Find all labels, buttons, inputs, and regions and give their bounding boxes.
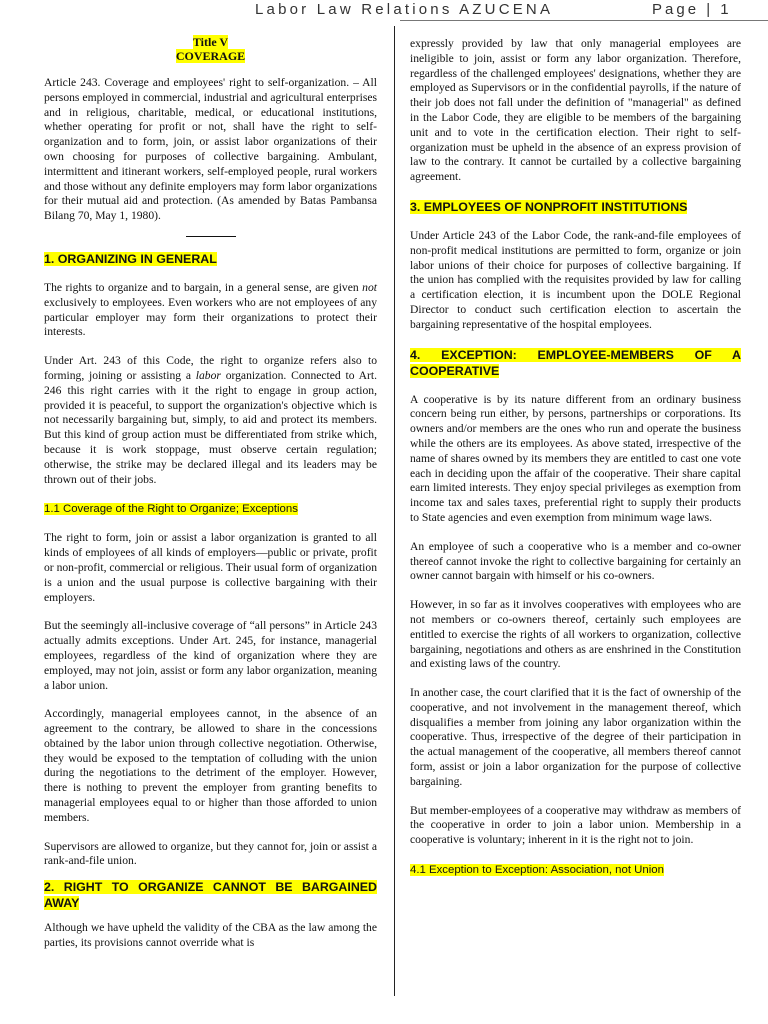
coverage-title: COVERAGE — [175, 49, 246, 63]
heading-organizing-in-general: 1. ORGANIZING IN GENERAL — [44, 251, 217, 266]
page-header — [0, 0, 768, 22]
left-column — [44, 36, 377, 951]
page-number: Page | 1 — [652, 1, 732, 18]
section-divider — [186, 236, 236, 237]
paragraph-cooperative-member: An employee of such a cooperative who is a member and co-owner thereof cannot invoke the right to collective bargaining for certainly an owner cannot bargain with himself or his co-owners. — [410, 539, 741, 583]
document-header-title: Labor Law Relations AZUCENA — [255, 1, 554, 18]
paragraph-managerial-ineligible: expressly provided by law that only managerial employees are ineligible to join, assist or form any labor organization. Therefore, regardless of the challenged employees' designations, whether they are employed as Supervisors or in the confidential payrolls, if the nature of their job does not fall under the definition of "managerial" as defined in the Labor Code, they are eligible to be members of the bargaining unit and to vote in the certification election. Their right to self-organization must be upheld in the absence of an express provision of law to the contrary. It cannot be curtailed by a collective bargaining agreement. — [410, 37, 741, 184]
paragraph-nonprofit-medical: Under Article 243 of the Labor Code, the rank-and-file employees of non-profit medical institutions are permitted to form, organize or join labor unions of their choice for purposes of collective bargaining. If the union has complied with the requisites provided by law for calling a certification election, it is incumbent upon the DOLE Regional Director to conduct such certification election to ascertain the bargaining representative of the hospital employees. — [410, 228, 741, 331]
paragraph-cba-validity: Although we have upheld the validity of the CBA as the law among the parties, its provisions cannot override what is — [44, 921, 377, 950]
paragraph-art-243: Under Art. 243 of this Code, the right to organize refers also to forming, joining or assisting a labor organization. Connected to Art. 246 this right carries with it the right to engage in group action, provided it is peaceful, to support the organization's objective which is not necessarily bargaining but, simply, to aid and protect its members. But this kind of group action must be differentiated from strike which, because it is work stoppage, must observe certain regulation; otherwise, the strike may be declared illegal and its leaders may be thrown out of their jobs. — [44, 354, 377, 486]
paragraph-ownership-fact: In another case, the court clarified that it is the fact of ownership of the cooperative, and not involvement in the management thereof, which disqualifies a member from joining any labor organization within the cooperative. Thus, irrespective of the degree of their participation in the actual management of the cooperative, all members thereof cannot form, assist or join a labor organization for the purpose of collective bargaining. — [410, 686, 741, 788]
paragraph-all-persons: But the seemingly all-inclusive coverage of “all persons” in Article 243 actually admits exceptions. Under Art. 245, for instance, managerial employees, regardless of the kind of organization where they are employed, may not join, assist or form any labor organization, meaning a labor union. — [44, 619, 377, 692]
paragraph-non-member-employees: However, in so far as it involves cooperatives with employees who are not members or co-owners thereof, certainly such employees are entitled to exercise the rights of all workers to organization, collective bargaining, negotiations and others as are enshrined in the Constitution and existing laws of the country. — [410, 598, 741, 671]
paragraph-supervisors: Supervisors are allowed to organize, but they cannot for, join or assist a rank-and-file union. — [44, 839, 377, 868]
heading-cooperative-exception: 4. EXCEPTION: EMPLOYEE-MEMBERS OF A COOPERATIVE — [410, 347, 741, 378]
heading-nonprofit-institutions: 3. EMPLOYEES OF NONPROFIT INSTITUTIONS — [410, 199, 688, 214]
paragraph-managerial-employees: Accordingly, managerial employees cannot, in the absence of an agreement to the contrary, be allowed to share in the concessions obtained by the labor union through collective negotiation. Otherwise, they would be exposed to the temptation of colluding with the union during the negotiations to the detriment of the employer. However, there is nothing to prevent the employer from granting benefits to managerial employees equal to or higher than those afforded to union members. — [44, 707, 377, 824]
paragraph-right-to-form: The right to form, join or assist a labor organization is granted to all kinds of employees of all kinds of employers—public or private, profit or non-profit, commercial or religious. Their usual form of organization is a union and the usual purpose is collective bargaining with their employers. — [44, 531, 377, 604]
column-divider — [394, 26, 395, 996]
subheading-coverage-exceptions: 1.1 Coverage of the Right to Organize; Exceptions — [44, 503, 298, 516]
header-rule — [400, 20, 768, 21]
paragraph-cooperative-nature: A cooperative is by its nature different from an ordinary business concern being run either, by persons, partnerships or corporations. Its owners and/or members are the ones who run and operate the business while the others are its employees. As above stated, irrespective of the name of shares owned by its members they are entitled to cast one vote each in deciding upon the affair of the cooperative. Their share capital earn limited interests. They enjoy special privileges as exemption from income tax and sales taxes, preferential right to supply their products to State agencies and even exemption from minimum wage laws. — [410, 392, 741, 524]
subheading-exception-to-exception: 4.1 Exception to Exception: Association, not Union — [410, 864, 664, 877]
heading-cannot-be-bargained-away: 2. RIGHT TO ORGANIZE CANNOT BE BARGAINED AWAY — [44, 880, 377, 911]
paragraph-rights-to-organize: The rights to organize and to bargain, in a general sense, are given not exclusively to employees. Even workers who are not employees of any particular employer may form their organizations to protect their interests. — [44, 280, 377, 339]
right-column — [410, 37, 741, 878]
article-243-text: Article 243. Coverage and employees' right to self-organization. – All persons employed in commercial, industrial and agricultural enterprises and in religious, charitable, medical, or educational institutions, whether operating for profit or not, shall have the right to self-organization and to form, join, or assist labor organizations of their own choosing for purposes of collective bargaining. Ambulant, intermittent and itinerant workers, self-employed people, rural workers and those without any definite employers may form labor organizations for their mutual aid and protection. (As amended by Batas Pambansa Bilang 70, May 1, 1980). — [44, 76, 377, 223]
paragraph-member-withdraw: But member-employees of a cooperative may withdraw as members of the cooperative in order to join a labor union. Membership in a cooperative is voluntary; inherent in it is the right not to join. — [410, 803, 741, 847]
title-block — [44, 36, 377, 64]
title-v: Title V — [192, 35, 229, 49]
